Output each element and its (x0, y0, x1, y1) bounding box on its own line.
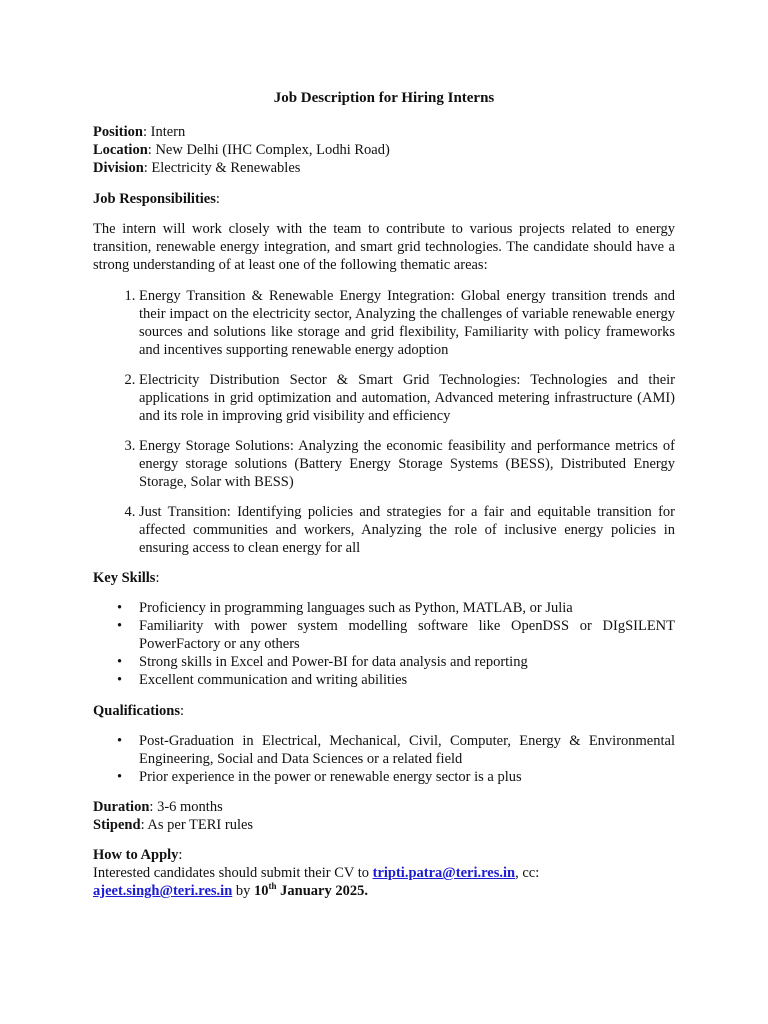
responsibilities-heading: Job Responsibilities: (93, 191, 220, 207)
responsibilities-list (93, 287, 675, 557)
apply-block (93, 846, 675, 900)
position-line: Position: Intern (93, 124, 186, 140)
stipend-label: Stipend (93, 817, 141, 833)
apply-text (93, 864, 675, 900)
location-line: Location: New Delhi (IHC Complex, Lodhi Road) (93, 142, 390, 158)
skills-heading: Key Skills: (93, 570, 160, 586)
qualifications-heading: Qualifications: (93, 703, 185, 719)
apply-heading: How to Apply: (93, 847, 183, 863)
primary-email-link[interactable]: tripti.patra@teri.res.in (372, 865, 516, 881)
list-item: 3. Energy Storage Solutions: Analyzing the economic feasibility and performance metrics of energy storage solutions (Battery Energy Storage Systems (BESS), Distributed Energy Storage, Solar with BESS) (139, 437, 675, 491)
list-item: 2. Electricity Distribution Sector & Smart Grid Technologies: Technologies and their applications in grid optimization and automation, Advanced metering infrastructure (AMI) and its role in improving grid visibility and efficiency (139, 371, 675, 425)
document-title: Job Description for Hiring Interns (273, 90, 495, 106)
duration-line: Duration: 3-6 months (93, 799, 223, 815)
location-value: New Delhi (IHC Complex, Lodhi Road) (155, 142, 390, 158)
location-label: Location (93, 142, 148, 158)
division-value: Electricity & Renewables (151, 160, 301, 176)
list-item: • Prior experience in the power or renewable energy sector is a plus (139, 768, 675, 786)
deadline-suffix: th (268, 881, 277, 892)
job-meta (93, 123, 675, 177)
stipend-value: As per TERI rules (147, 817, 254, 833)
skills-list (93, 599, 675, 689)
list-item: • Familiarity with power system modelling software like OpenDSS or DIgSILENT PowerFactory or any others (139, 617, 675, 653)
terms-block (93, 798, 675, 834)
qualifications-list (93, 732, 675, 786)
list-item: 4. Just Transition: Identifying policies and strategies for a fair and equitable transition for affected communities and workers, Analyzing the role of inclusive energy policies in ensuring access to clean energy for all (139, 503, 675, 557)
duration-label: Duration (93, 799, 150, 815)
division-line: Division: Electricity & Renewables (93, 160, 301, 176)
apply-instructions: Interested candidates should submit their CV to (93, 865, 369, 881)
list-item: • Strong skills in Excel and Power-BI for data analysis and reporting (139, 653, 675, 671)
deadline (254, 883, 368, 899)
stipend-line: Stipend: As per TERI rules (93, 817, 254, 833)
list-item: • Excellent communication and writing abilities (139, 671, 675, 689)
division-label: Division (93, 160, 144, 176)
cc-email-link[interactable]: ajeet.singh@teri.res.in (93, 883, 233, 899)
position-label: Position (93, 124, 143, 140)
position-value: Intern (150, 124, 186, 140)
list-item: • Post-Graduation in Electrical, Mechanical, Civil, Computer, Energy & Environmental Engineering, Social and Data Sciences or a related field (139, 732, 675, 768)
duration-value: 3-6 months (157, 799, 223, 815)
responsibilities-intro: The intern will work closely with the team to contribute to various projects related to energy transition, renewable energy integration, and smart grid technologies. The candidate should have a strong understanding of at least one of the following thematic areas: (93, 221, 675, 273)
deadline-rest: January 2025. (280, 883, 368, 899)
list-item: • Proficiency in programming languages such as Python, MATLAB, or Julia (139, 599, 675, 617)
by-text: by (235, 883, 251, 899)
list-item: 1. Energy Transition & Renewable Energy Integration: Global energy transition trends and their impact on the electricity sector, Analyzing the challenges of variable renewable energy sources and solutions like storage and grid flexibility, Familiarity with policy frameworks and incentives supporting renewable energy adoption (139, 287, 675, 359)
document-page (93, 88, 675, 900)
deadline-day: 10 (254, 883, 269, 899)
cc-text: , cc: (515, 865, 540, 881)
